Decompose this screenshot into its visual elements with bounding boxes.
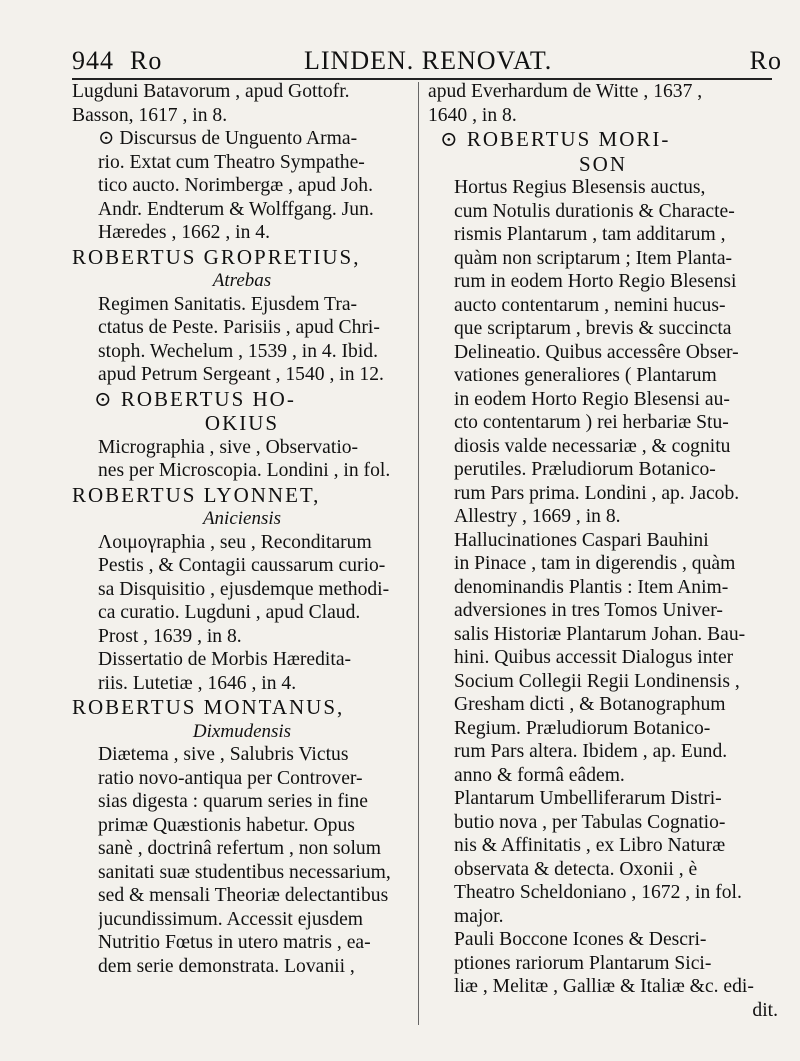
- text-line: Hortus Regius Blesensis auctus,: [454, 177, 706, 198]
- text-line: sanitati suæ studentibus necessarium,: [98, 861, 391, 883]
- text-line: que scriptarum , brevis & succincta: [454, 318, 732, 339]
- text-line: denominandis Plantis : Item Anim-: [454, 576, 729, 598]
- text-line: Plantarum Umbelliferarum Distri-: [454, 788, 722, 809]
- text-line: ctatus de Peste. Parisiis , apud Chri-: [98, 317, 380, 338]
- text-line: vationes generaliores ( Plantarum: [454, 365, 717, 386]
- text-line: primæ Quæstionis habetur. Opus: [98, 814, 355, 836]
- author-heading-cont: SON: [578, 151, 627, 176]
- text-line: nis & Affinitatis , ex Libro Naturæ: [454, 835, 726, 856]
- text-line: aucto contentarum , nemini hucus-: [454, 294, 726, 316]
- text-line: Basson, 1617 , in 8.: [72, 104, 228, 126]
- left-column: [72, 80, 412, 978]
- text-line: Regium. Præludiorum Botanico-: [454, 717, 711, 739]
- text-line: rum Pars prima. Londini , ap. Jacob.: [454, 482, 740, 504]
- text-line: nes per Microscopia. Londini , in fol.: [98, 460, 391, 481]
- text-line: Theatro Scheldoniano , 1672 , in fol.: [454, 882, 742, 903]
- entry-umbelliferae: [428, 787, 778, 928]
- text-line: Prost , 1639 , in 8.: [98, 625, 242, 647]
- author-origin: Dixmudensis: [192, 720, 292, 742]
- author-heading-cont: OKIUS: [204, 411, 280, 435]
- text-line: riis. Lutetiæ , 1646 , in 4.: [98, 672, 297, 694]
- page-number: 944: [72, 46, 114, 75]
- text-line: Nutritio Fœtus in utero matris , ea-: [98, 932, 371, 953]
- author-heading: ROBERTUS GROPRETIUS,: [72, 244, 361, 269]
- text-line: cto contentarum ) rei herbariæ Stu-: [454, 412, 729, 433]
- text-line: perutiles. Præludiorum Botanico-: [454, 459, 716, 480]
- entry-dissertatio: [72, 648, 412, 695]
- text-line: tico aucto. Norimbergæ , apud Joh.: [98, 175, 373, 196]
- text-line: Pauli Boccone Icones & Descri-: [454, 929, 707, 950]
- author-heading: ROBERTUS MONTANUS,: [72, 695, 345, 719]
- entry-loimographia: [72, 531, 412, 649]
- right-catchword: Ro: [749, 46, 782, 75]
- text-line: major.: [454, 905, 504, 927]
- text-line: ca curatio. Lugduni , apud Claud.: [98, 602, 361, 623]
- author-heading: ⊙ ROBERTUS HO-: [94, 386, 296, 411]
- text-line: jucundissimum. Accessit ejusdem: [98, 908, 364, 930]
- author-heading: ⊙ ROBERTUS MORI-: [440, 127, 671, 151]
- text-line: anno & formâ eâdem.: [454, 764, 625, 786]
- text-line: hini. Quibus accessit Dialogus inter: [454, 647, 734, 668]
- text-line: rum in eodem Horto Regio Blesensi: [454, 271, 737, 292]
- text-line: Hallucinationes Caspari Bauhini: [454, 529, 709, 551]
- continued-entry: [428, 80, 778, 127]
- entry-micrographia: [72, 436, 412, 483]
- text-line: Regimen Sanitatis. Ejusdem Tra-: [98, 293, 358, 315]
- text-line: Socium Collegii Regii Londinensis ,: [454, 670, 740, 692]
- text-line: rum Pars altera. Ibidem , ap. Eund.: [454, 741, 728, 762]
- text-line: Diætema , sive , Salubris Victus: [98, 744, 349, 765]
- text-line: Λοιμογraphia , seu , Reconditarum: [98, 531, 372, 553]
- text-line: Delineatio. Quibus accessêre Obser-: [454, 341, 739, 363]
- text-line: sed & mensali Theoriæ delectantibus: [98, 885, 389, 906]
- text-line: rio. Extat cum Theatro Sympathe-: [98, 151, 365, 173]
- text-line: apud Everhardum de Witte , 1637 ,: [428, 81, 703, 102]
- text-line: Pestis , & Contagii caussarum curio-: [98, 555, 386, 576]
- continued-entry: [72, 80, 412, 127]
- text-line: Gresham dicti , & Botanographum: [454, 694, 726, 715]
- text-line: Micrographia , sive , Observatio-: [98, 436, 359, 458]
- running-header: [72, 44, 782, 78]
- author-heading: ROBERTUS LYONNET,: [72, 482, 321, 507]
- text-line: stoph. Wechelum , 1539 , in 4. Ibid.: [98, 340, 378, 362]
- text-line: adversiones in tres Tomos Univer-: [454, 600, 723, 621]
- entry-unguento: [72, 127, 412, 245]
- text-line: rismis Plantarum , tam additarum ,: [454, 224, 726, 245]
- entry-regimen: [72, 293, 412, 387]
- text-line: sias digesta : quarum series in fine: [98, 791, 368, 812]
- text-line: apud Petrum Sergeant , 1540 , in 12.: [98, 364, 384, 385]
- text-line: sa Disquisitio , ejusdemque methodi-: [98, 578, 390, 600]
- text-line: dem serie demonstrata. Lovanii ,: [98, 955, 355, 977]
- text-line: Hæredes , 1662 , in 4.: [98, 222, 270, 243]
- text-line: ratio novo-antiqua per Controver-: [98, 767, 363, 789]
- text-line: Allestry , 1669 , in 8.: [454, 506, 621, 527]
- text-line: dit.: [752, 999, 778, 1021]
- right-column: [428, 80, 778, 1022]
- text-line: sanè , doctrinâ refertum , non solum: [98, 838, 381, 859]
- text-line: in Pinace , tam in digerendis , quàm: [454, 553, 736, 574]
- text-line: salis Historiæ Plantarum Johan. Bau-: [454, 623, 746, 645]
- text-line: quàm non scriptarum ; Item Planta-: [454, 247, 733, 269]
- text-line: Dissertatio de Morbis Hæredita-: [98, 649, 352, 670]
- text-line: 1640 , in 8.: [428, 104, 517, 126]
- text-line: Andr. Endterum & Wolffgang. Jun.: [98, 198, 374, 220]
- column-divider: [418, 82, 419, 1025]
- text-line: liæ , Melitæ , Galliæ & Italiæ &c. edi-: [454, 976, 754, 997]
- entry-boccone: [428, 928, 778, 1022]
- entry-hortus-regius: [428, 176, 778, 529]
- entry-hallucinationes: [428, 529, 778, 788]
- text-line: ⊙ Discursus de Unguento Arma-: [98, 128, 358, 149]
- left-catchword: Ro: [130, 46, 163, 75]
- text-line: observata & detecta. Oxonii , è: [454, 858, 698, 880]
- author-origin: Aniciensis: [202, 508, 282, 529]
- author-origin: Atrebas: [212, 270, 272, 291]
- text-line: Lugduni Batavorum , apud Gottofr.: [72, 81, 350, 102]
- text-line: butio nova , per Tabulas Cognatio-: [454, 811, 726, 833]
- running-title: LINDEN. RENOVAT.: [304, 46, 553, 75]
- entry-diaetema: [72, 743, 412, 978]
- text-line: in eodem Horto Regio Blesensi au-: [454, 388, 730, 410]
- text-line: diosis valde necessariæ , & cognitu: [454, 435, 731, 457]
- text-line: cum Notulis durationis & Characte-: [454, 200, 735, 222]
- text-line: ptiones rariorum Plantarum Sici-: [454, 952, 712, 974]
